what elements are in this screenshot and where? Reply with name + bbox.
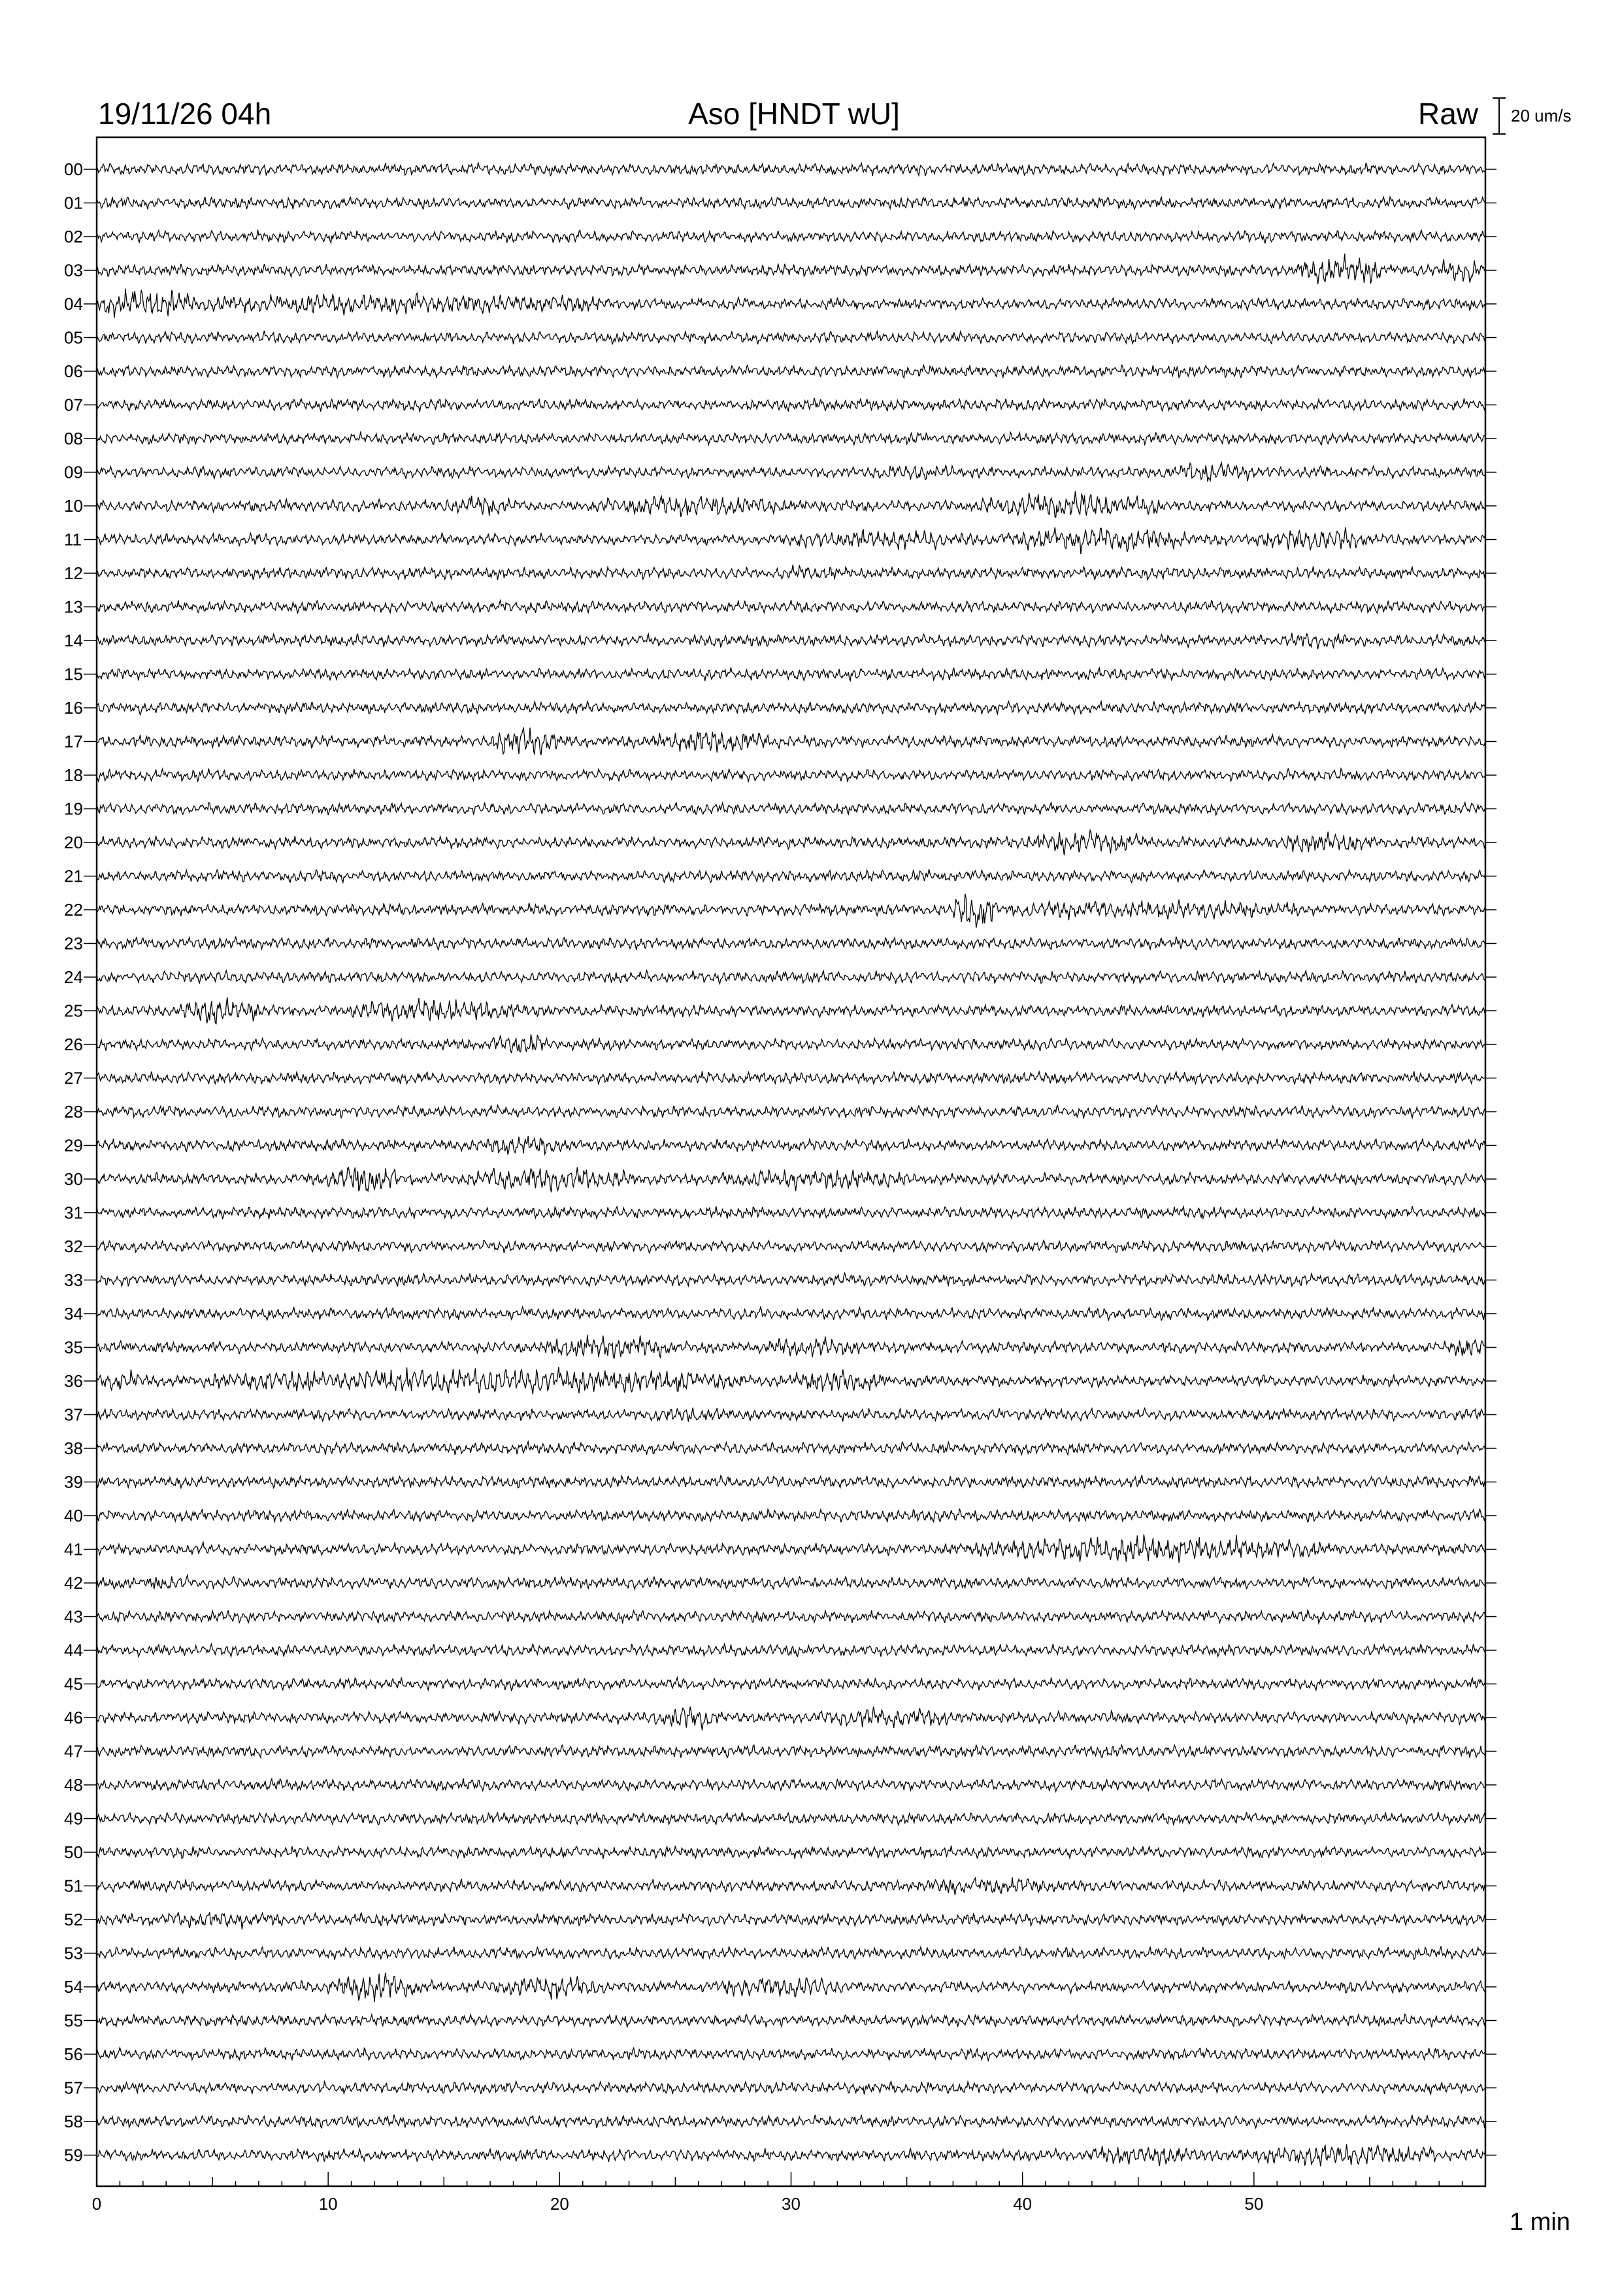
- row-label: 34: [64, 1304, 83, 1323]
- row-label: 12: [64, 563, 83, 583]
- trace-row: [97, 1575, 1485, 1589]
- trace-row: [97, 1035, 1485, 1053]
- row-label: 56: [64, 2044, 83, 2064]
- trace-row: [97, 1535, 1485, 1563]
- trace-row: [97, 162, 1485, 176]
- x-tick-label: 20: [550, 2194, 569, 2214]
- trace-row: [97, 1307, 1485, 1321]
- trace-row: [97, 1973, 1485, 2003]
- header-mode: Raw: [1417, 97, 1478, 131]
- row-label: 53: [64, 1943, 83, 1963]
- trace-row: [97, 254, 1485, 284]
- header-station: Aso [HNDT wU]: [688, 97, 900, 131]
- trace-row: [97, 727, 1485, 755]
- trace-row: [97, 491, 1485, 517]
- row-label: 21: [64, 866, 83, 886]
- row-label: 14: [64, 631, 83, 650]
- row-label: 46: [64, 1708, 83, 1727]
- row-label: 58: [64, 2112, 83, 2131]
- row-label: 48: [64, 1775, 83, 1795]
- row-label: 01: [64, 193, 83, 213]
- row-label: 55: [64, 2010, 83, 2031]
- row-label: 31: [64, 1203, 83, 1223]
- x-tick-label: 40: [1013, 2194, 1033, 2214]
- trace-row: [97, 289, 1485, 318]
- trace-row: [97, 971, 1485, 984]
- trace-row: [97, 1745, 1485, 1758]
- row-label: 45: [64, 1674, 83, 1694]
- trace-row: [97, 1475, 1485, 1488]
- row-label: 16: [64, 698, 83, 718]
- trace-row: [97, 894, 1485, 928]
- trace-row: [97, 1136, 1485, 1155]
- row-label: 25: [64, 1001, 83, 1021]
- row-label: 43: [64, 1606, 83, 1627]
- trace-row: [97, 1367, 1485, 1395]
- row-label: 26: [64, 1035, 83, 1054]
- trace-row: [97, 1812, 1485, 1825]
- trace-row: [97, 1206, 1485, 1219]
- trace-row: [97, 937, 1485, 950]
- row-label: 00: [64, 159, 83, 179]
- trace-row: [97, 997, 1485, 1024]
- trace-row: [97, 830, 1485, 855]
- row-label: 32: [64, 1237, 83, 1256]
- trace-row: [97, 1678, 1485, 1691]
- traces: [97, 162, 1485, 2166]
- trace-row: [97, 1442, 1485, 1455]
- trace-row: [97, 869, 1485, 882]
- x-axis: [92, 2172, 1485, 2214]
- row-label: 28: [64, 1102, 83, 1122]
- trace-row: [97, 633, 1485, 649]
- right-ticks: [1485, 169, 1496, 2155]
- row-label: 49: [64, 1808, 83, 1829]
- trace-row: [97, 1912, 1485, 1929]
- trace-row: [97, 197, 1485, 210]
- trace-row: [97, 1877, 1485, 1895]
- row-label: 50: [64, 1842, 83, 1862]
- row-label: 23: [64, 933, 83, 954]
- trace-row: [97, 2144, 1485, 2167]
- x-tick-label: 0: [91, 2194, 102, 2214]
- trace-row: [97, 2082, 1485, 2095]
- row-label: 40: [64, 1506, 83, 1525]
- row-label: 02: [64, 227, 83, 246]
- row-label: 13: [64, 597, 83, 617]
- trace-row: [97, 398, 1485, 412]
- scale-bar: [1493, 98, 1572, 134]
- trace-row: [97, 1105, 1485, 1119]
- trace-row: [97, 230, 1485, 244]
- row-label: 18: [64, 765, 83, 785]
- trace-row: [97, 2014, 1485, 2027]
- row-label: 44: [64, 1640, 83, 1660]
- trace-row: [97, 1167, 1485, 1192]
- row-label: 03: [64, 260, 83, 280]
- trace-row: [97, 365, 1485, 378]
- row-label: 41: [64, 1539, 83, 1559]
- row-label: 36: [64, 1371, 83, 1391]
- trace-row: [97, 1509, 1485, 1522]
- trace-row: [97, 600, 1485, 614]
- trace-row: [97, 1273, 1485, 1287]
- trace-row: [97, 1946, 1485, 1960]
- row-label: 35: [64, 1337, 83, 1357]
- trace-row: [97, 1706, 1485, 1730]
- trace-row: [97, 2048, 1485, 2061]
- trace-row: [97, 1408, 1485, 1422]
- row-label: 19: [64, 799, 83, 819]
- scale-bar-label: 20 um/s: [1511, 106, 1572, 125]
- row-label: 09: [64, 462, 83, 482]
- row-label: 29: [64, 1135, 83, 1156]
- x-tick-label: 30: [782, 2194, 801, 2214]
- x-tick-label: 10: [318, 2194, 338, 2214]
- row-label: 07: [64, 395, 83, 415]
- header-datetime: 19/11/26 04h: [98, 97, 272, 131]
- row-label: 22: [64, 900, 83, 920]
- row-label: 08: [64, 429, 83, 448]
- trace-row: [97, 1240, 1485, 1254]
- trace-row: [97, 1644, 1485, 1657]
- trace-row: [97, 1778, 1485, 1791]
- row-label: 30: [64, 1169, 83, 1189]
- row-label: 51: [64, 1876, 83, 1896]
- row-label: 06: [64, 361, 83, 381]
- row-label: 11: [64, 529, 82, 550]
- row-label: 54: [64, 1977, 83, 1997]
- trace-row: [97, 769, 1485, 782]
- trace-row: [97, 2115, 1485, 2128]
- plot-frame: [97, 137, 1485, 2186]
- row-label: 24: [64, 967, 83, 987]
- row-label: 52: [64, 1910, 83, 1929]
- trace-row: [97, 463, 1485, 482]
- trace-row: [97, 803, 1485, 816]
- row-label: 05: [64, 327, 83, 348]
- trace-row: [97, 667, 1485, 681]
- row-label: 27: [64, 1068, 83, 1088]
- row-label: 33: [64, 1270, 83, 1290]
- trace-row: [97, 1335, 1485, 1358]
- trace-row: [97, 1610, 1485, 1623]
- row-label: 15: [64, 664, 83, 684]
- row-labels: [64, 159, 97, 2165]
- time-unit-label: 1 min: [1510, 2208, 1570, 2236]
- row-label: 47: [64, 1741, 83, 1761]
- trace-row: [97, 701, 1485, 714]
- trace-row: [97, 331, 1485, 344]
- row-label: 57: [64, 2078, 83, 2098]
- row-label: 04: [64, 294, 83, 314]
- trace-row: [97, 1846, 1485, 1859]
- trace-row: [97, 565, 1485, 580]
- row-label: 10: [64, 496, 83, 516]
- x-tick-label: 50: [1244, 2194, 1264, 2214]
- trace-row: [97, 431, 1485, 445]
- row-label: 42: [64, 1573, 83, 1593]
- row-label: 39: [64, 1472, 83, 1492]
- row-label: 17: [64, 731, 83, 752]
- row-label: 20: [64, 833, 83, 852]
- row-label: 59: [64, 2145, 83, 2165]
- trace-row: [97, 1071, 1485, 1084]
- trace-row: [97, 527, 1485, 554]
- row-label: 38: [64, 1439, 83, 1458]
- row-label: 37: [64, 1405, 83, 1425]
